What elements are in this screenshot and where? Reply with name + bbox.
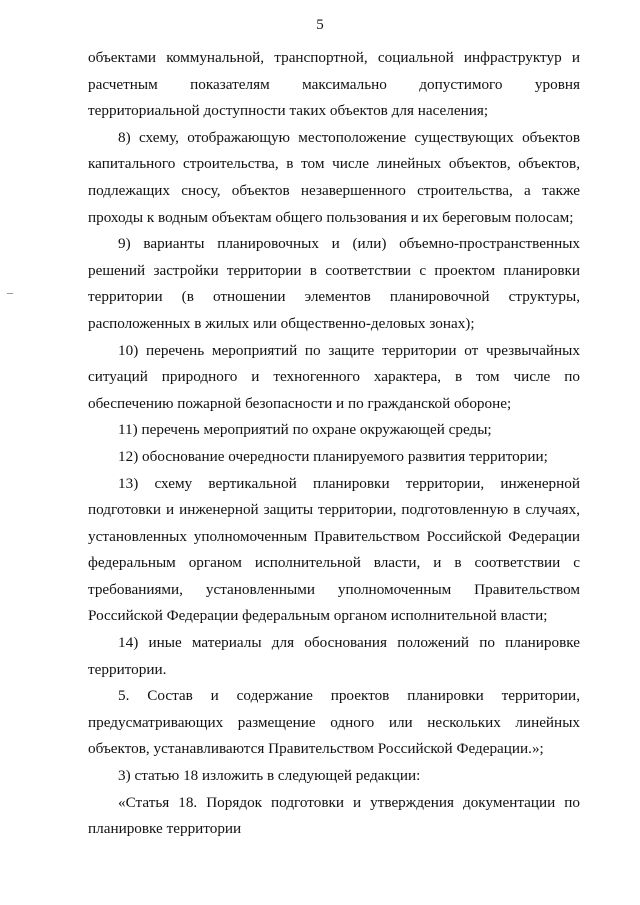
paragraph-item-9: 9) варианты планировочных и (или) объемно-пространственных решений застройки территории в соответствии с проектом планировки территории (в отношении элементов планировочной структуры, расположенных в жилых или общественно-деловых зонах); xyxy=(88,235,580,332)
paragraph-clause-5: 5. Состав и содержание проектов планировки территории, предусматривающих размещение одного или нескольких линейных объектов, устанавливаются Правительством Российской Федерации.»; xyxy=(88,687,580,758)
page-number: 5 xyxy=(316,17,324,33)
paragraph-continuation: объектами коммунальной, транспортной, социальной инфраструктур и расчетным показателям максимально допустимого уровня территориальной доступности таких объектов для населения; xyxy=(88,49,580,120)
paragraph-item-11: 11) перечень мероприятий по охране окружающей среды; xyxy=(118,421,492,439)
paragraph-item-13: 13) схему вертикальной планировки территории, инженерной подготовки и инженерной защиты территории, подготовленную в случаях, установленных уполномоченным Правительством Российской Федерации федеральным органом исполнительной власти, и в соответствии с требованиями, установленными уполномоченным Правительством Российской Федерации федеральным органом исполнительной власти; xyxy=(88,474,580,625)
article-18-heading: «Статья 18. Порядок подготовки и утверждения документации по планировке территории xyxy=(88,793,580,838)
paragraph-item-12: 12) обоснование очередности планируемого развития территории; xyxy=(118,447,548,465)
paragraph-item-10: 10) перечень мероприятий по защите территории от чрезвычайных ситуаций природного и техногенного характера, в том числе по обеспечению пожарной безопасности и по гражданской обороне; xyxy=(88,341,580,412)
paragraph-item-14: 14) иные материалы для обоснования положений по планировке территории. xyxy=(88,634,580,678)
paragraph-item-8: 8) схему, отображающую местоположение существующих объектов капитального строительства, в том числе линейных объектов, объектов, подлежащих сносу, объектов незавершенного строительства, а также проходы к водным объектам общего пользования и их береговым полосам; xyxy=(88,128,580,226)
margin-mark xyxy=(7,293,13,294)
paragraph-amendment-3: 3) статью 18 изложить в следующей редакции: xyxy=(118,767,421,785)
document-body xyxy=(88,45,580,843)
